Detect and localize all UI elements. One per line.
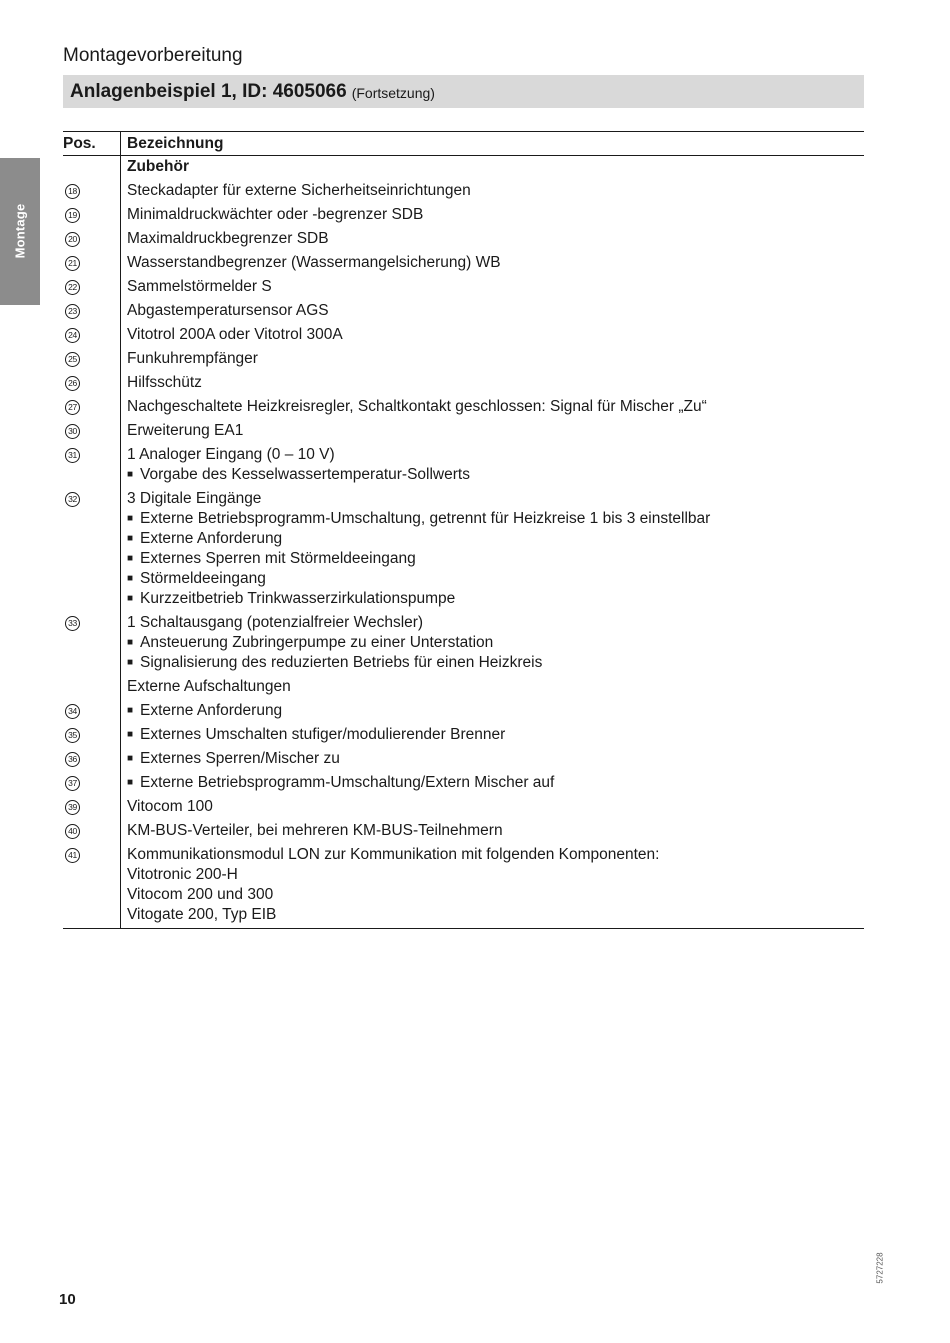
description-line: 1 Schaltausgang (potenzialfreier Wechsler)	[127, 614, 424, 631]
table-row	[63, 488, 864, 612]
description-line: Vitocom 100	[127, 798, 213, 815]
position-cell	[63, 612, 121, 676]
bullet-text: Externe Betriebsprogramm-Umschaltung, getrennt für Heizkreise 1 bis 3 einstellbar	[140, 510, 711, 527]
description-line: Externe Aufschaltungen	[127, 678, 291, 695]
bullet-item	[127, 701, 864, 721]
position-number-badge: 41	[65, 848, 80, 863]
position-cell	[63, 488, 121, 612]
bullet-icon: ■	[127, 573, 134, 584]
description-cell	[121, 156, 865, 181]
description-line: 1 Analoger Eingang (0 – 10 V)	[127, 446, 335, 463]
position-number-badge: 23	[65, 304, 80, 319]
position-cell	[63, 324, 121, 348]
description-cell	[121, 700, 865, 724]
table-row	[63, 252, 864, 276]
description-cell	[121, 372, 865, 396]
position-number-badge: 21	[65, 256, 80, 271]
bullet-icon: ■	[127, 729, 134, 740]
table-row	[63, 228, 864, 252]
position-cell	[63, 156, 121, 181]
position-cell	[63, 252, 121, 276]
position-number-badge: 35	[65, 728, 80, 743]
column-header-pos: Pos.	[63, 132, 121, 156]
table-row	[63, 612, 864, 676]
table-row	[63, 820, 864, 844]
position-number-badge: 18	[65, 184, 80, 199]
bullet-item	[127, 465, 864, 485]
description-cell	[121, 348, 865, 372]
position-number-badge: 37	[65, 776, 80, 791]
table-row	[63, 324, 864, 348]
position-cell	[63, 700, 121, 724]
description-cell	[121, 488, 865, 612]
table-row	[63, 700, 864, 724]
description-cell	[121, 276, 865, 300]
description-cell	[121, 772, 865, 796]
description-cell	[121, 444, 865, 488]
description-cell	[121, 612, 865, 676]
position-cell	[63, 276, 121, 300]
description-line: Vitotrol 200A oder Vitotrol 300A	[127, 326, 343, 343]
position-cell	[63, 676, 121, 700]
bullet-item	[127, 633, 864, 653]
description-cell	[121, 324, 865, 348]
position-number-badge: 39	[65, 800, 80, 815]
bullet-icon: ■	[127, 705, 134, 716]
bullet-text: Signalisierung des reduzierten Betriebs für einen Heizkreis	[140, 654, 543, 671]
description-cell	[121, 796, 865, 820]
bullet-icon: ■	[127, 777, 134, 788]
bullet-text: Ansteuerung Zubringerpumpe zu einer Unterstation	[140, 634, 494, 651]
description-cell	[121, 180, 865, 204]
bullet-text: Externe Anforderung	[140, 702, 283, 719]
table-row	[63, 348, 864, 372]
bullet-item	[127, 653, 864, 673]
description-line: Minimaldruckwächter oder -begrenzer SDB	[127, 206, 424, 223]
position-number-badge: 27	[65, 400, 80, 415]
table-header-row	[63, 132, 864, 156]
table-row	[63, 444, 864, 488]
position-cell	[63, 772, 121, 796]
bullet-text: Externes Umschalten stufiger/modulierender Brenner	[140, 726, 506, 743]
position-cell	[63, 204, 121, 228]
section-title: Montagevorbereitung	[63, 45, 243, 66]
bullet-text: Externe Anforderung	[140, 530, 283, 547]
bullet-icon: ■	[127, 469, 134, 480]
table-row	[63, 204, 864, 228]
description-line: Abgastemperatursensor AGS	[127, 302, 329, 319]
bullet-icon: ■	[127, 533, 134, 544]
position-number-badge: 31	[65, 448, 80, 463]
table-row	[63, 300, 864, 324]
description-cell	[121, 844, 865, 929]
description-line: Steckadapter für externe Sicherheitseinrichtungen	[127, 182, 471, 199]
description-line: KM-BUS-Verteiler, bei mehreren KM-BUS-Teilnehmern	[127, 822, 503, 839]
position-number-badge: 26	[65, 376, 80, 391]
position-number-badge: 33	[65, 616, 80, 631]
header-subtitle: (Fortsetzung)	[351, 84, 435, 101]
table-row	[63, 748, 864, 772]
table-body	[63, 156, 864, 929]
description-line: Vitogate 200, Typ EIB	[127, 906, 277, 923]
description-cell	[121, 748, 865, 772]
description-cell	[121, 204, 865, 228]
position-number-badge: 24	[65, 328, 80, 343]
description-line: 3 Digitale Eingänge	[127, 490, 262, 507]
position-cell	[63, 180, 121, 204]
position-number-badge: 25	[65, 352, 80, 367]
table-row	[63, 796, 864, 820]
position-number-badge: 19	[65, 208, 80, 223]
bullet-text: Externes Sperren mit Störmeldeeingang	[140, 550, 416, 567]
bullet-icon: ■	[127, 553, 134, 564]
table-row	[63, 772, 864, 796]
description-line: Sammelstörmelder S	[127, 278, 272, 295]
position-number-badge: 36	[65, 752, 80, 767]
description-line: Nachgeschaltete Heizkreisregler, Schaltkontakt geschlossen: Signal für Mischer „Zu“	[127, 398, 707, 415]
group-heading: Zubehör	[127, 158, 189, 175]
description-cell	[121, 252, 865, 276]
table-row	[63, 156, 864, 181]
table-row	[63, 180, 864, 204]
description-line: Erweiterung EA1	[127, 422, 244, 439]
description-line: Funkuhrempfänger	[127, 350, 258, 367]
position-cell	[63, 796, 121, 820]
bullet-item	[127, 529, 864, 549]
table-row	[63, 676, 864, 700]
bullet-item	[127, 749, 864, 769]
position-number-badge: 22	[65, 280, 80, 295]
description-line: Wasserstandbegrenzer (Wassermangelsicherung) WB	[127, 254, 501, 271]
table-row	[63, 396, 864, 420]
document-code: 5727228	[875, 1252, 885, 1284]
position-number-badge: 20	[65, 232, 80, 247]
position-cell	[63, 396, 121, 420]
description-line: Maximaldruckbegrenzer SDB	[127, 230, 329, 247]
bullet-icon: ■	[127, 593, 134, 604]
position-number-badge: 30	[65, 424, 80, 439]
description-line: Vitotronic 200-H	[127, 866, 238, 883]
description-line: Hilfsschütz	[127, 374, 202, 391]
parts-table	[63, 131, 864, 929]
column-header-description: Bezeichnung	[121, 132, 865, 156]
bullet-item	[127, 589, 864, 609]
table-row	[63, 372, 864, 396]
header-title: Anlagenbeispiel 1, ID: 4605066	[70, 80, 347, 102]
bullet-text: Störmeldeeingang	[140, 570, 266, 587]
bullet-icon: ■	[127, 513, 134, 524]
position-cell	[63, 444, 121, 488]
position-number-badge: 40	[65, 824, 80, 839]
bullet-text: Externe Betriebsprogramm-Umschaltung/Extern Mischer auf	[140, 774, 555, 791]
bullet-icon: ■	[127, 753, 134, 764]
position-cell	[63, 820, 121, 844]
position-cell	[63, 748, 121, 772]
table-row	[63, 724, 864, 748]
bullet-item	[127, 773, 864, 793]
position-number-badge: 32	[65, 492, 80, 507]
position-cell	[63, 844, 121, 929]
position-cell	[63, 300, 121, 324]
position-cell	[63, 420, 121, 444]
description-cell	[121, 820, 865, 844]
position-cell	[63, 348, 121, 372]
bullet-icon: ■	[127, 657, 134, 668]
page-number: 10	[59, 1291, 76, 1308]
header-bar	[63, 75, 864, 108]
bullet-item	[127, 569, 864, 589]
position-cell	[63, 228, 121, 252]
description-cell	[121, 724, 865, 748]
table-row	[63, 276, 864, 300]
bullet-item	[127, 549, 864, 569]
bullet-item	[127, 725, 864, 745]
bullet-text: Vorgabe des Kesselwassertemperatur-Sollwerts	[140, 466, 470, 483]
position-number-badge: 34	[65, 704, 80, 719]
description-cell	[121, 300, 865, 324]
description-cell	[121, 228, 865, 252]
bullet-icon: ■	[127, 637, 134, 648]
bullet-text: Kurzzeitbetrieb Trinkwasserzirkulationspumpe	[140, 590, 456, 607]
description-line: Vitocom 200 und 300	[127, 886, 274, 903]
position-cell	[63, 724, 121, 748]
bullet-item	[127, 509, 864, 529]
description-line: Kommunikationsmodul LON zur Kommunikation mit folgenden Komponenten:	[127, 846, 660, 863]
table-row	[63, 420, 864, 444]
description-cell	[121, 396, 865, 420]
position-cell	[63, 372, 121, 396]
side-tab-label: Montage	[12, 203, 28, 259]
bullet-text: Externes Sperren/Mischer zu	[140, 750, 340, 767]
description-cell	[121, 420, 865, 444]
description-cell	[121, 676, 865, 700]
table-row	[63, 844, 864, 929]
